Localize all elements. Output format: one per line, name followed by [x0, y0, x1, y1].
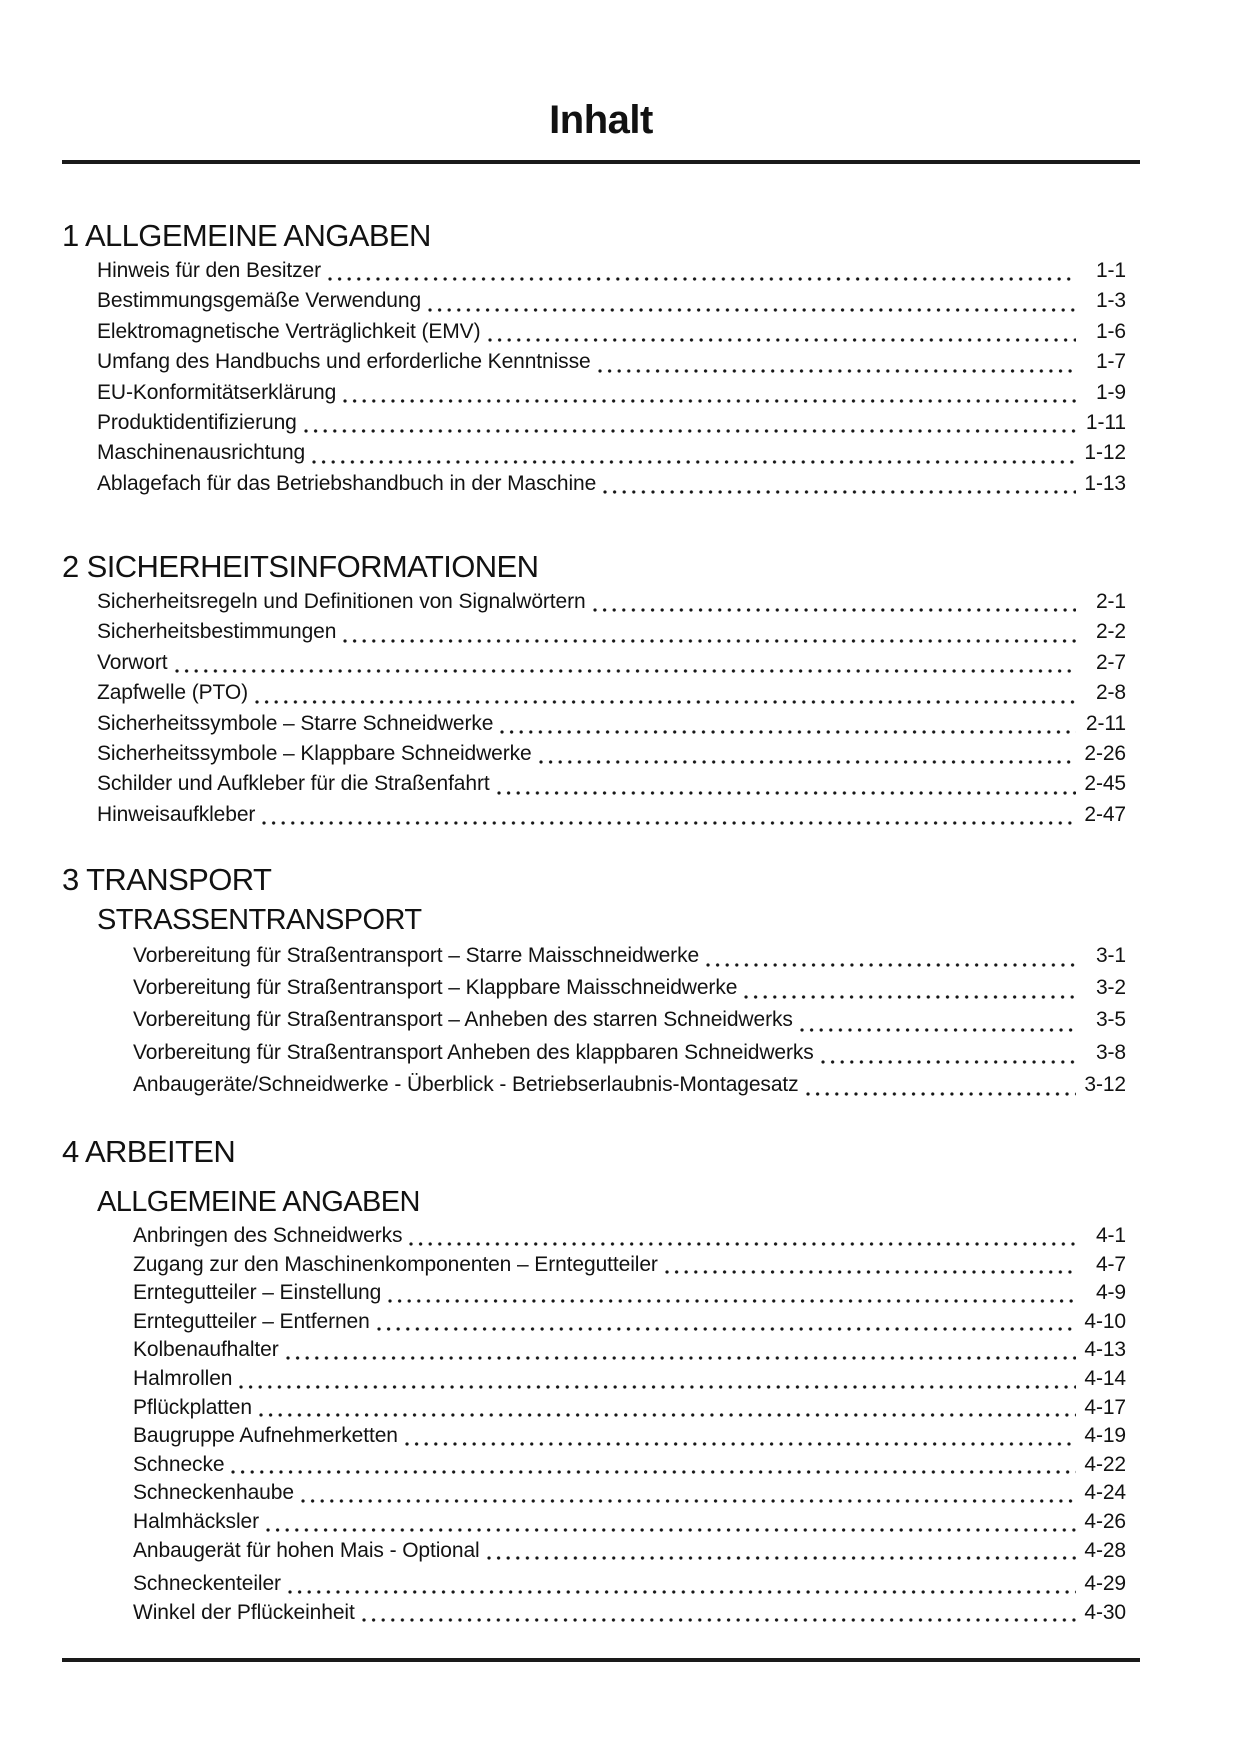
toc-entry-label: Sicherheitsregeln und Definitionen von Signalwörtern	[97, 590, 586, 613]
toc-entry-list	[133, 1222, 1126, 1627]
toc-entry-page-number: 4-30	[1084, 1600, 1126, 1624]
toc-entry-label: Winkel der Pflückeinheit	[133, 1600, 355, 1624]
toc-entry-label: Sicherheitssymbole – Starre Schneidwerke	[97, 711, 494, 735]
toc-entry-page-number: 2-47	[1084, 802, 1126, 826]
dot-leader	[377, 1327, 1076, 1331]
toc-entry-page-number: 2-26	[1084, 742, 1126, 766]
toc-entry-page-number: 2-2	[1095, 620, 1126, 644]
toc-entry-label: Umfang des Handbuchs und erforderliche Kenntnisse	[97, 350, 591, 374]
dot-leader	[598, 369, 1076, 373]
dot-leader	[706, 963, 1076, 967]
toc-entry	[133, 1537, 1126, 1566]
toc-entry-page-number: 1-3	[1095, 289, 1126, 313]
subsection-heading: ALLGEMEINE ANGABEN	[97, 1186, 420, 1218]
toc-entry	[133, 940, 1126, 972]
toc-entry-label: Hinweis für den Besitzer	[97, 259, 322, 282]
toc-entry	[97, 648, 1126, 678]
toc-entry	[97, 769, 1126, 799]
toc-entry-label: Bestimmungsgemäße Verwendung	[97, 289, 422, 313]
dot-leader	[603, 490, 1076, 494]
toc-entry-page-number: 1-9	[1095, 380, 1126, 404]
toc-entry-list	[97, 256, 1126, 499]
toc-entry-label: Sicherheitsbestimmungen	[97, 620, 337, 644]
toc-entry-label: Vorbereitung für Straßentransport – Starre Maisschneidwerke	[133, 944, 700, 967]
dot-leader	[175, 669, 1077, 673]
footer-divider-rule	[62, 1658, 1140, 1662]
dot-leader	[800, 1028, 1076, 1032]
dot-leader	[255, 700, 1076, 704]
toc-entry	[97, 408, 1126, 438]
dot-leader	[343, 639, 1076, 643]
toc-entry	[97, 469, 1126, 499]
toc-entry-label: Schnecke	[133, 1452, 225, 1476]
dot-leader	[231, 1470, 1076, 1474]
toc-entry-label: Anbringen des Schneidwerks	[133, 1224, 403, 1247]
toc-entry-label: Vorbereitung für Straßentransport Anheben des klappbaren Schneidwerks	[133, 1040, 814, 1064]
toc-entry-page-number: 3-8	[1095, 1040, 1126, 1064]
toc-entry	[133, 1279, 1126, 1308]
toc-entry	[97, 709, 1126, 739]
toc-entry	[133, 972, 1126, 1004]
toc-entry-label: Anbaugeräte/Schneidwerke - Überblick - Betriebserlaubnis-Montagesatz	[133, 1072, 799, 1096]
toc-entry-page-number: 1-11	[1085, 411, 1126, 435]
toc-entry-label: Pflückplatten	[133, 1395, 252, 1419]
toc-entry	[97, 256, 1126, 286]
toc-entry-page-number: 2-8	[1095, 681, 1126, 705]
toc-entry-list	[133, 940, 1126, 1101]
dot-leader	[821, 1060, 1076, 1064]
section-heading: 3 TRANSPORT	[62, 862, 272, 897]
section-heading: 4 ARBEITEN	[62, 1134, 236, 1169]
toc-entry-page-number: 3-2	[1095, 976, 1126, 1000]
toc-entry	[133, 1508, 1126, 1537]
toc-entry-page-number: 4-26	[1084, 1509, 1126, 1533]
dot-leader	[301, 1499, 1076, 1503]
toc-entry-page-number: 1-6	[1095, 319, 1126, 343]
toc-section-3	[62, 862, 1140, 1101]
title-divider-rule	[62, 160, 1140, 164]
toc-entry-page-number: 3-5	[1095, 1008, 1126, 1032]
toc-entry-page-number: 2-1	[1095, 590, 1126, 613]
toc-entry	[133, 1069, 1126, 1101]
toc-entry	[133, 1037, 1126, 1069]
toc-entry	[133, 1394, 1126, 1423]
toc-entry	[133, 1004, 1126, 1036]
toc-entry-label: Baugruppe Aufnehmerketten	[133, 1424, 398, 1448]
toc-entry-label: Erntegutteiler – Entfernen	[133, 1309, 370, 1333]
toc-entry-page-number: 3-12	[1084, 1072, 1126, 1096]
toc-entry-page-number: 4-13	[1084, 1338, 1126, 1362]
dot-leader	[497, 791, 1076, 795]
toc-entry-page-number: 2-45	[1084, 772, 1126, 796]
toc-entry-page-number: 4-14	[1084, 1366, 1126, 1390]
toc-entry-label: EU-Konformitätserklärung	[97, 380, 337, 404]
toc-entry	[133, 1222, 1126, 1251]
toc-entry	[133, 1451, 1126, 1480]
toc-entry-label: Produktidentifizierung	[97, 411, 297, 435]
section-heading: 1 ALLGEMEINE ANGABEN	[62, 218, 431, 253]
toc-entry	[97, 378, 1126, 408]
dot-leader	[665, 1270, 1076, 1274]
toc-entry-page-number: 1-13	[1084, 471, 1126, 495]
dot-leader	[500, 730, 1076, 734]
toc-entry-page-number: 4-28	[1084, 1538, 1126, 1562]
toc-entry-page-number: 4-1	[1095, 1224, 1126, 1247]
dot-leader	[286, 1356, 1076, 1360]
toc-entry-page-number: 1-1	[1095, 259, 1126, 282]
toc-entry	[97, 438, 1126, 468]
toc-entry-page-number: 1-12	[1084, 441, 1126, 465]
toc-entry-label: Schilder und Aufkleber für die Straßenfahrt	[97, 772, 490, 796]
dot-leader	[409, 1242, 1076, 1246]
subsection-heading: STRASSENTRANSPORT	[97, 904, 422, 936]
toc-entry-page-number: 4-10	[1084, 1309, 1126, 1333]
toc-entry	[133, 1336, 1126, 1365]
toc-entry-page-number: 2-11	[1085, 711, 1126, 735]
dot-leader	[362, 1618, 1076, 1622]
toc-entry	[97, 317, 1126, 347]
toc-entry	[133, 1251, 1126, 1280]
toc-entry-page-number: 2-7	[1095, 650, 1126, 674]
toc-entry	[97, 617, 1126, 647]
toc-entry	[97, 739, 1126, 769]
toc-entry	[97, 347, 1126, 377]
toc-entry-page-number: 4-7	[1095, 1252, 1126, 1276]
toc-entry-label: Elektromagnetische Verträglichkeit (EMV)	[97, 319, 481, 343]
dot-leader	[288, 1590, 1076, 1594]
dot-leader	[593, 608, 1076, 612]
dot-leader	[806, 1092, 1076, 1096]
toc-entry-page-number: 4-17	[1084, 1395, 1126, 1419]
dot-leader	[487, 1556, 1076, 1560]
toc-entry-label: Hinweisaufkleber	[97, 802, 256, 826]
toc-entry	[133, 1570, 1126, 1599]
toc-entry	[133, 1422, 1126, 1451]
toc-entry	[133, 1308, 1126, 1337]
toc-section-4	[62, 1134, 1140, 1627]
dot-leader	[312, 460, 1076, 464]
toc-entry	[97, 286, 1126, 316]
section-heading: 2 SICHERHEITSINFORMATIONEN	[62, 549, 539, 584]
toc-entry-label: Sicherheitssymbole – Klappbare Schneidwerke	[97, 742, 532, 766]
toc-entry	[133, 1479, 1126, 1508]
toc-entry	[97, 800, 1126, 830]
dot-leader	[428, 308, 1076, 312]
toc-entry-page-number: 4-9	[1095, 1281, 1126, 1305]
dot-leader	[262, 821, 1076, 825]
dot-leader	[405, 1442, 1076, 1446]
toc-section-2	[62, 549, 1140, 830]
dot-leader	[539, 760, 1076, 764]
toc-entry-page-number: 4-19	[1084, 1424, 1126, 1448]
toc-entry-label: Vorbereitung für Straßentransport – Klappbare Maisschneidwerke	[133, 976, 738, 1000]
dot-leader	[266, 1528, 1076, 1532]
toc-entry-page-number: 1-7	[1095, 350, 1126, 374]
dot-leader	[328, 277, 1076, 281]
toc-entry	[97, 587, 1126, 617]
toc-entry-label: Zugang zur den Maschinenkomponenten – Erntegutteiler	[133, 1252, 658, 1276]
toc-entry-label: Ablagefach für das Betriebshandbuch in der Maschine	[97, 471, 597, 495]
toc-entry-page-number: 3-1	[1095, 944, 1126, 967]
toc-entry-label: Halmhäcksler	[133, 1509, 259, 1533]
toc-entry	[133, 1599, 1126, 1628]
dot-leader	[488, 338, 1077, 342]
dot-leader	[304, 429, 1076, 433]
dot-leader	[239, 1385, 1076, 1389]
dot-leader	[343, 399, 1076, 403]
toc-entry-label: Vorbereitung für Straßentransport – Anheben des starren Schneidwerks	[133, 1008, 793, 1032]
toc-entry	[97, 678, 1126, 708]
toc-entry-label: Erntegutteiler – Einstellung	[133, 1281, 382, 1305]
toc-entry-label: Schneckenteiler	[133, 1572, 281, 1596]
toc-section-1	[62, 218, 1140, 499]
dot-leader	[388, 1299, 1076, 1303]
toc-entry-page-number: 4-29	[1084, 1572, 1126, 1596]
toc-entry-label: Halmrollen	[133, 1366, 233, 1390]
toc-entry-label: Vorwort	[97, 650, 168, 674]
toc-entry-page-number: 4-22	[1084, 1452, 1126, 1476]
toc-entry-label: Schneckenhaube	[133, 1481, 294, 1505]
toc-entry	[133, 1365, 1126, 1394]
dot-leader	[744, 995, 1076, 999]
toc-entry-label: Kolbenaufhalter	[133, 1338, 279, 1362]
toc-entry-page-number: 4-24	[1084, 1481, 1126, 1505]
toc-entry-list	[97, 587, 1126, 830]
page-title: Inhalt	[549, 98, 653, 142]
toc-entry-label: Maschinenausrichtung	[97, 441, 306, 465]
toc-entry-label: Anbaugerät für hohen Mais - Optional	[133, 1538, 480, 1562]
dot-leader	[259, 1413, 1076, 1417]
toc-entry-label: Zapfwelle (PTO)	[97, 681, 248, 705]
